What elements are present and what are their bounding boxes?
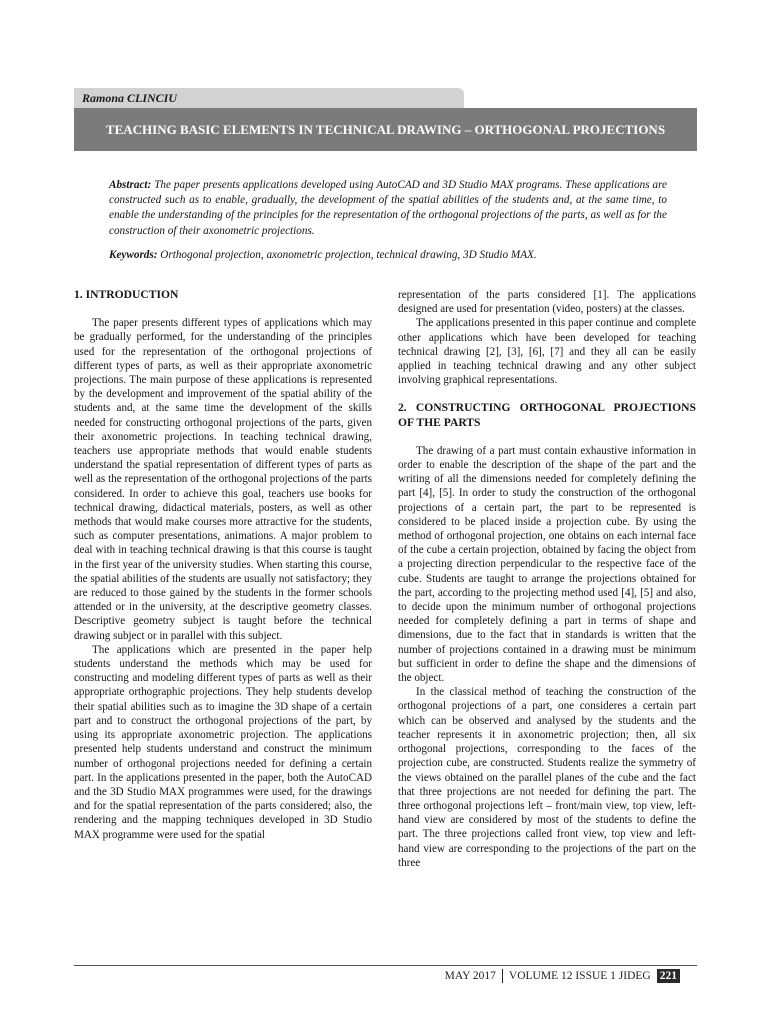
keywords-text: Orthogonal projection, axonometric projection, technical drawing, 3D Studio MAX. <box>160 249 537 261</box>
page-number: 221 <box>657 969 680 983</box>
section-heading-introduction: 1. INTRODUCTION <box>74 288 179 301</box>
abstract-label: Abstract: <box>109 179 152 191</box>
left-column <box>74 288 372 842</box>
paper-title: TEACHING BASIC ELEMENTS IN TECHNICAL DRAWING – ORTHOGONAL PROJECTIONS <box>105 121 666 137</box>
intro-paragraph-2: The applications which are presented in the paper help students understand the methods which may be used for constructing and modeling different types of parts as well as their appropriate orthographic projections. They help students develop their spatial abilities such as to imagine the 3D shape of a certain part and to construct the orthogonal projections of the part, by using its appropriate axonometric projection. The applications presented help students understand and construct the minimum number of orthogonal projections needed for defining a certain part. In the applications presented in the paper, both the AutoCAD and the 3D Studio MAX programmes were used, for the drawings and for the spatial representation of the parts considered; also, the rendering and the mapping techniques developed in 3D Studio MAX programme were used for the spatial <box>74 643 372 841</box>
abstract <box>109 178 667 239</box>
footer-rule <box>74 965 697 966</box>
footer-separator <box>502 969 503 983</box>
keywords <box>109 248 667 263</box>
paper-title-banner <box>74 108 697 151</box>
abstract-text: The paper presents applications developed using AutoCAD and 3D Studio MAX programs. These applications are constructed such as to enable, gradually, the development of the spatial abilities of the students and, at the same time, to enable the understanding of the principles for the representation of the orthogonal projections of the parts, as well as for the construction of their axonometric projections. <box>109 179 667 237</box>
intro-paragraph-2-continued: representation of the parts considered [1]. The applications designed are used for presentation (video, posters) at the classes. <box>398 289 696 316</box>
footer-date: MAY 2017 <box>444 970 496 982</box>
author-name: Ramona CLINCIU <box>82 91 178 105</box>
footer <box>445 967 680 985</box>
right-column <box>398 288 696 870</box>
keywords-label: Keywords: <box>109 249 158 261</box>
section-heading-constructing: 2. CONSTRUCTING ORTHOGONAL PROJECTIONS OF THE PARTS <box>398 401 696 429</box>
footer-issue: VOLUME 12 ISSUE 1 JIDEG <box>508 970 651 982</box>
intro-paragraph-1: The paper presents different types of applications which may be gradually performed, for the understanding of the principles used for the representation of the orthogonal projections of different types of parts, as well as their appropriate axonometric projections. The main purpose of these applications is represented by the development and improvement of the spatial ability of the students and, at the same time the development of the skills needed for constructing orthogonal projections of the parts, given their axonometric projections. In teaching technical drawing, teachers use appropriate methods that would enable students understand the spatial representation of different types of parts as well as the representation of the orthogonal projections of the parts considered. In order to achieve this goal, teachers use books for technical drawing, didactical materials, posters, as well as other methods that would make courses more attractive for the students, such as computer presentations, animations. A major problem to deal with in teaching technical drawing is that this course is taught in the first year of the university studies. When starting this course, the spatial abilities of the students are usually not satisfactory; they are reduced to those gained by the students in the former schools attended or in the university, at the descriptive geometry classes. Descriptive geometry subject is taught before the technical drawing subject or in parallel with this subject. <box>74 317 372 642</box>
section2-paragraph-2: In the classical method of teaching the construction of the orthogonal projections of a part, one consideres a certain part which can be observed and analysed by the students and the teacher represents it in axonometric projection; then, all six orthogonal projections, corresponding to the faces of the projection cube, are constructed. Students realize the symmetry of the views obtained on the parallel planes of the cube and the fact that three projections are not needed for defining the part. The three orthogonal projections left – front/main view, top view, left-hand view are considered by most of the students to define the part. The three projections called front view, top view and left-hand view are corresponding to the projections of the part on the three <box>398 686 696 869</box>
section2-paragraph-1: The drawing of a part must contain exhaustive information in order to enable the description of the shape of the part and the writing of all the dimensions needed for completely defining the part [4], [5]. In order to study the construction of the orthogonal projections of a certain part, the part to be represented is considered to be placed inside a projection cube. By using the method of orthogonal projection, one obtains on each internal face of the cube a certain projection, obtained by facing the object from a projecting direction perpendicular to the respective face of the cube. Students are taught to arrange the projections obtained for the part, according to the projecting method used [4], [5] and also, to decide upon the minimum number of orthogonal projections needed for completely defining a part in terms of shape and dimensions, due to the fact that in standards is written that the number of projections contained in a drawing must be minimum but sufficient in order to define the shape and the dimensions of the object. <box>398 444 696 685</box>
intro-paragraph-3: The applications presented in this paper continue and complete other applications which have been developed for teaching technical drawing [2], [3], [6], [7] and they all can be easily applied in teaching technical drawing and any other subject involving graphical representations. <box>398 317 696 387</box>
